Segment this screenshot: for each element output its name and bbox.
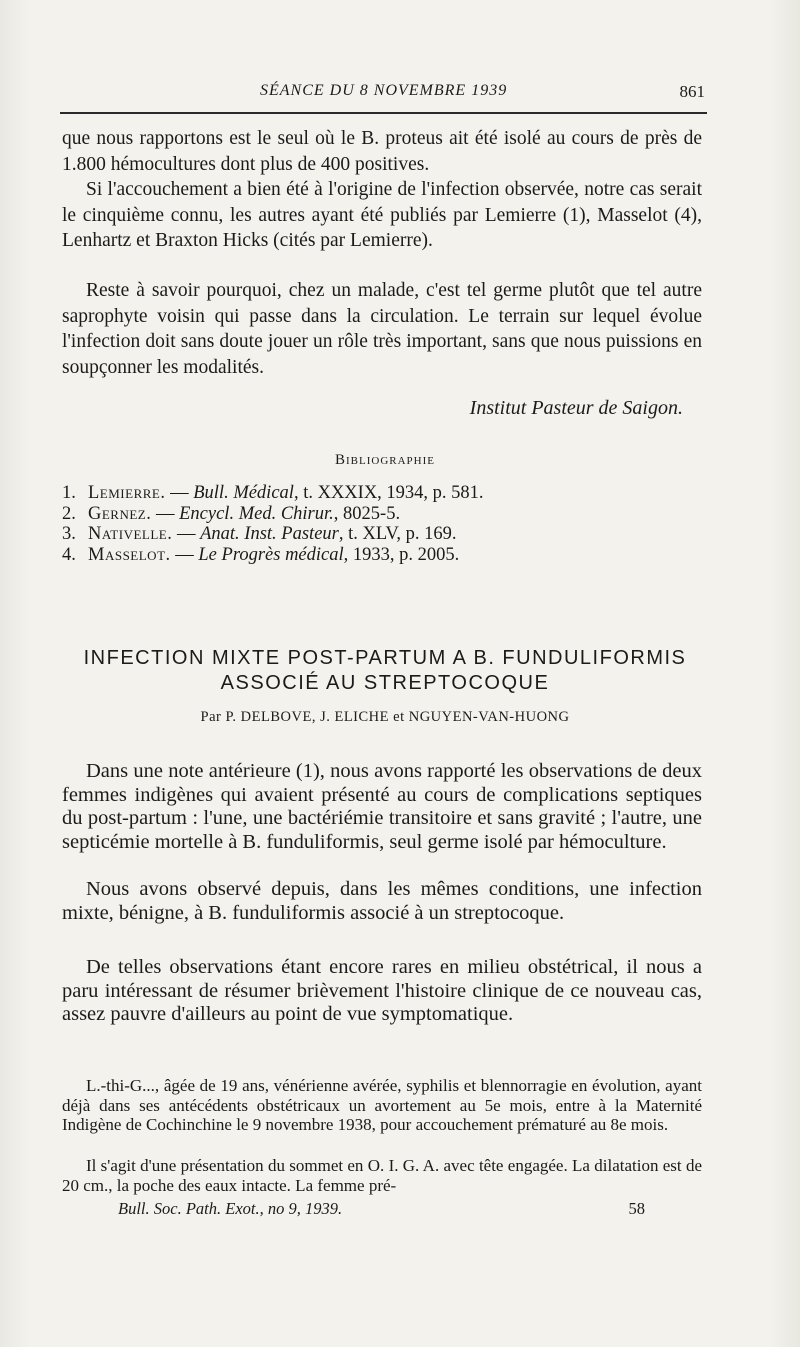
bib-dash: — [170, 544, 199, 565]
bib-author: Nativelle. [88, 524, 173, 544]
bib-number: 2. [62, 503, 76, 524]
paragraph-2: Si l'accouchement a bien été à l'origine de l'infection observée, notre cas serait le cinquième connu, les autres ayant été publiés par Lemierre (1), Masselot (4), Lenhartz et Braxton Hicks (cités par Lemierre). [62, 179, 702, 251]
paragraph-3: Reste à savoir pourquoi, chez un malade, c'est tel germe plutôt que tel autre saprophyte voisin qui passe dans la circulation. Le terrain sur lequel évolue l'infection doit sans doute jouer un rôle très important, sans que nous puissions en soupçonner les modalités. [62, 280, 702, 378]
bib-author: Masselot. [88, 544, 171, 565]
bib-number: 3. [62, 524, 76, 544]
article-paragraph-3: De telles observations étant encore rares en milieu obstétrical, il nous a paru intéressant de résumer brièvement l'histoire clinique de ce nouveau cas, assez pauvre d'ailleurs au point de vue symptomatique. [62, 956, 702, 1025]
journal-reference: Bull. Soc. Path. Exot., no 9, 1939. [118, 1199, 343, 1218]
bibliography-list [62, 483, 702, 565]
bib-dash: — [165, 483, 194, 503]
bib-number: 1. [62, 483, 76, 503]
header-rule [60, 112, 707, 114]
bib-details: , 1933, p. 2005. [343, 544, 460, 565]
case-report-paragraph-1: L.-thi-G..., âgée de 19 ans, vénérienne avérée, syphilis et blennorragie en évolution, ayant déjà dans ses antécédents obstétricaux un avortement au 5e mois, entre à la Maternité Indigène de Cochinchine le 9 novembre 1938, pour accouchement prématuré au 8e mois. [62, 1076, 702, 1134]
signature-mark: 58 [628, 1199, 645, 1218]
article-title-line-1: INFECTION MIXTE POST-PARTUM A B. FUNDULIFORMIS [83, 647, 687, 669]
institution-signature: Institut Pasteur de Saigon. [469, 397, 683, 419]
page-footer [118, 1199, 645, 1221]
bib-dash: — [172, 524, 201, 544]
bibliography-item [62, 483, 702, 504]
article-authors: Par P. DELBOVE, J. ELICHE et NGUYEN-VAN-HUONG [200, 709, 570, 725]
bib-source: Anat. Inst. Pasteur [200, 524, 339, 544]
bib-author: Lemierre. [88, 483, 166, 503]
article-title [0, 646, 770, 696]
case-report-paragraph-2: Il s'agit d'une présentation du sommet en O. I. G. A. avec tête engagée. La dilatation est de 20 cm., la poche des eaux intacte. La femme pré- [62, 1156, 702, 1195]
bibliography-item [62, 545, 702, 566]
running-head [60, 82, 705, 112]
article-title-line-2: ASSOCIÉ AU STREPTOCOQUE [220, 672, 550, 694]
bibliography-item [62, 504, 702, 525]
bibliography-heading: Bibliographie [335, 452, 435, 468]
bib-dash: — [151, 503, 180, 524]
bib-number: 4. [62, 544, 76, 565]
bib-details: , t. XLV, p. 169. [338, 524, 457, 544]
bib-details: , t. XXXIX, 1934, p. 581. [293, 483, 484, 503]
article-paragraph-2: Nous avons observé depuis, dans les mêmes conditions, une infection mixte, bénigne, à B. funduliformis associé à un streptocoque. [62, 878, 702, 924]
article-paragraph-1: Dans une note antérieure (1), nous avons rapporté les observations de deux femmes indigènes qui avaient présenté au cours de complications septiques du post-partum : l'une, une bactériémie transitoire et sans gravité ; l'autre, une septicémie mortelle à B. funduliformis, seul germe isolé par hémoculture. [62, 760, 702, 853]
page-number: 861 [679, 82, 705, 101]
bib-source: Le Progrès médical [198, 544, 344, 565]
paragraph-1: que nous rapportons est le seul où le B. proteus ait été isolé au cours de près de 1.800 hémocultures dont plus de 400 positives. [62, 128, 702, 175]
running-title: SÉANCE DU 8 NOVEMBRE 1939 [260, 82, 508, 99]
bib-source: Bull. Médical [193, 483, 294, 503]
bib-source: Encycl. Med. Chirur. [179, 503, 334, 524]
bibliography-item [62, 524, 702, 545]
bib-author: Gernez. [88, 503, 152, 524]
bib-details: , 8025-5. [333, 503, 401, 524]
